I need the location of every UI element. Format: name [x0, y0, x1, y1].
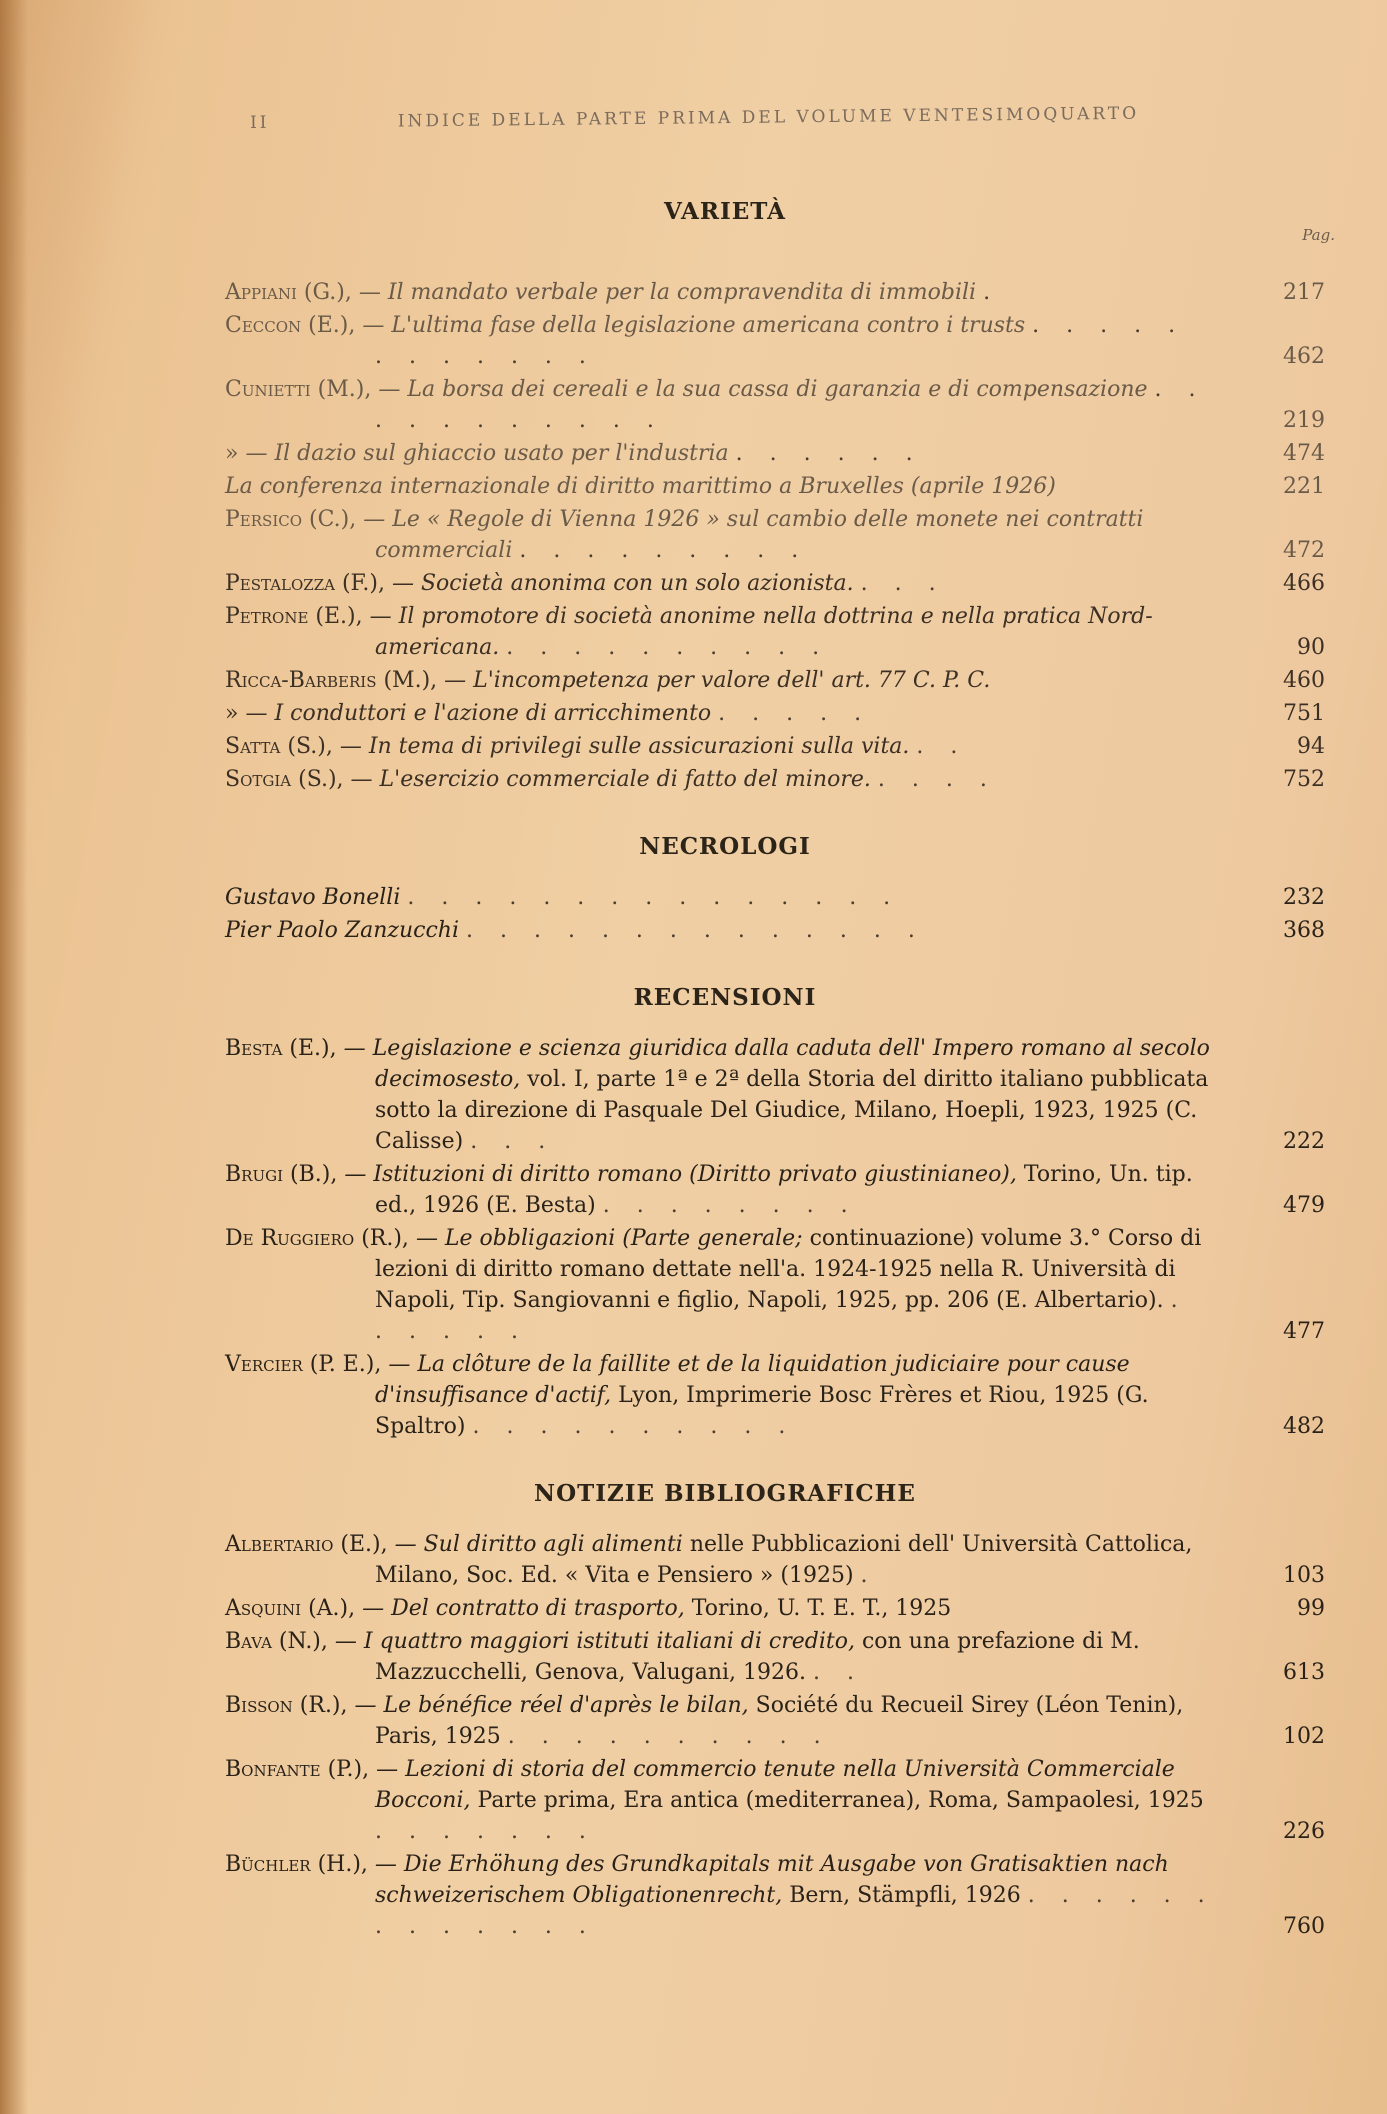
- entry-rest: con una prefazione di M. Mazzucchelli, Genova, Valugani, 1926.: [375, 1629, 1140, 1685]
- entry-title: — Società anonima con un solo azionista.: [391, 571, 854, 596]
- entry-dots: . . . . . .: [375, 1288, 1188, 1344]
- index-entry: [225, 601, 1325, 663]
- entry-title: La conferenza internazionale di diritto marittimo a Bruxelles (aprile 1926): [225, 474, 1056, 499]
- entry-title: — Le « Regole di Vienna 1926 » sul cambio delle monete nei contratti commerciali: [363, 507, 1144, 563]
- entry-title: — La clôture de la faillite et de la liquidation judiciaire pour cause d'insuffisance d'actif,: [375, 1352, 1130, 1408]
- entry-page: 219: [1283, 408, 1325, 433]
- entry-author: Pestalozza (F.),: [225, 571, 385, 596]
- entry-author: Bisson (R.),: [225, 1693, 348, 1718]
- index-entry: [225, 1754, 1325, 1847]
- entry-dots: . . .: [860, 571, 946, 596]
- entry-rest: Bern, Stämpfli, 1926: [789, 1883, 1021, 1908]
- entry-title: — I quattro maggiori istituti italiani di credito,: [334, 1629, 855, 1654]
- entry-dots: . . . . . . . . . .: [507, 1724, 831, 1749]
- entry-title: — Le obbligazioni (Parte generale;: [415, 1226, 803, 1251]
- entry-rest: vol. I, parte 1ª e 2ª della Storia del diritto italiano pubblicata sotto la direzione di Pasquale Del Giudice, Milano, Hoepli, 1923, 1925 (C. Calisse): [375, 1067, 1209, 1154]
- entry-author: Cunietti (M.),: [225, 377, 372, 402]
- section-title-recensioni: RECENSIONI: [633, 984, 817, 1011]
- index-entry: [225, 504, 1325, 566]
- entry-title: — Sul diritto agli alimenti: [394, 1532, 683, 1557]
- index-entry: [225, 1593, 1325, 1624]
- pag-column-label: Pag.: [1302, 226, 1335, 244]
- entry-author: Ceccon (E.),: [225, 313, 356, 338]
- section-varieta: [225, 277, 1335, 795]
- entry-page: 479: [1283, 1193, 1325, 1218]
- entry-dots: . .: [813, 1660, 865, 1685]
- running-header: [250, 103, 1210, 133]
- entry-page: 472: [1283, 538, 1325, 563]
- entry-rest: Société du Recueil Sirey (Léon Tenin), Paris, 1925: [375, 1693, 1184, 1749]
- entry-page: 613: [1283, 1660, 1325, 1685]
- entry-title: — In tema di privilegi sulle assicurazioni sulla vita.: [339, 734, 910, 759]
- entry-dots: . . . . . . . .: [602, 1193, 858, 1218]
- entry-rest: Parte prima, Era antica (mediterranea), Roma, Sampaolesi, 1925: [477, 1788, 1204, 1813]
- entry-dots: . . . . . . . . . . . . . .: [466, 918, 925, 943]
- entry-page: 102: [1283, 1724, 1325, 1749]
- entry-page: 217: [1283, 280, 1325, 305]
- entry-rest: continuazione) volume 3.° Corso di lezioni di diritto romano dettate nell'a. 1924-1925 nella R. Università di Napoli, Tip. Sangiovanni e figlio, Napoli, 1925, pp. 206 (E. Albertario).: [375, 1226, 1202, 1313]
- entry-dots: . . . . . . . . . .: [506, 635, 830, 660]
- entry-page: 232: [1283, 885, 1325, 910]
- page-edge-shadow: [0, 0, 28, 2114]
- entry-author: Sotgia (S.),: [225, 767, 344, 792]
- entry-dots: . . . . . . . . . . . . .: [375, 1883, 1215, 1939]
- index-entry: [225, 882, 1325, 913]
- entry-author: Satta (S.),: [225, 734, 333, 759]
- entry-dots: . .: [916, 734, 968, 759]
- entry-author: Asquini (A.),: [225, 1596, 356, 1621]
- entry-page: 222: [1283, 1129, 1325, 1154]
- section-necrologi: [225, 882, 1335, 946]
- entry-dots: .: [983, 280, 1001, 305]
- entry-page: 221: [1283, 474, 1325, 499]
- entry-title: — Il mandato verbale per la compravendita di immobili: [358, 280, 977, 305]
- entry-author: Vercier (P. E.),: [225, 1352, 382, 1377]
- index-entry: [225, 568, 1325, 599]
- entry-title: — Il dazio sul ghiaccio usato per l'industria: [245, 441, 729, 466]
- index-entry: [225, 310, 1325, 372]
- entry-dots: . . . . . . . . . . . .: [375, 313, 1186, 369]
- index-entry: [225, 374, 1325, 436]
- entry-dots: .: [860, 1563, 878, 1588]
- entry-author: Petrone (E.),: [225, 604, 363, 629]
- entry-title: — Istituzioni di diritto romano (Diritto privato giustinianeo),: [344, 1162, 1017, 1187]
- entry-author: »: [225, 701, 239, 726]
- index-entry: [225, 665, 1325, 696]
- entry-title: — Die Erhöhung des Grundkapitals mit Ausgabe von Gratisaktien nach schweizerischem Obligationenrecht,: [374, 1852, 1169, 1908]
- section-notizie-bibliografiche: [225, 1529, 1335, 1942]
- entry-page: 466: [1283, 571, 1325, 596]
- index-entry: [225, 1690, 1325, 1752]
- entry-page: 99: [1297, 1596, 1325, 1621]
- index-entry: [225, 1159, 1325, 1221]
- entry-author: »: [225, 441, 239, 466]
- index-entry: [225, 1223, 1325, 1347]
- entry-dots: . . . . . . . . . . . . . . .: [407, 885, 901, 910]
- entry-title: — Del contratto di trasporto,: [362, 1596, 685, 1621]
- entry-page: 760: [1283, 1914, 1325, 1939]
- entry-rest: nelle Pubblicazioni dell' Università Cattolica, Milano, Soc. Ed. « Vita e Pensiero » (1925): [375, 1532, 1193, 1588]
- header-title: INDICE DELLA PARTE PRIMA DEL VOLUME VENTESIMOQUARTO: [397, 103, 1140, 132]
- index-entry: [225, 438, 1325, 469]
- index-entry: [225, 915, 1325, 946]
- index-entry: [225, 1033, 1325, 1157]
- entry-dots: . . . .: [877, 767, 997, 792]
- index-entry: [225, 277, 1325, 308]
- header-page-number: II: [249, 112, 270, 134]
- entry-title: — L'esercizio commerciale di fatto del minore.: [350, 767, 871, 792]
- entry-dots: . . . . . . . . . .: [472, 1414, 796, 1439]
- entry-page: 474: [1283, 441, 1325, 466]
- entry-dots: . . . . .: [718, 701, 872, 726]
- entry-author: Besta (E.),: [225, 1036, 337, 1061]
- index-entry: [225, 1849, 1325, 1942]
- index-entry: [225, 764, 1325, 795]
- entry-page: 94: [1297, 734, 1325, 759]
- entry-dots: . . . . . . . . . . .: [375, 377, 1206, 433]
- entry-title: — Le bénéfice réel d'après le bilan,: [354, 1693, 749, 1718]
- entry-author: Bonfante (P.),: [225, 1757, 370, 1782]
- entry-title: — Legislazione e scienza giuridica dalla caduta dell' Impero romano al secolo decimosesto,: [343, 1036, 1210, 1092]
- entry-author: Appiani (G.),: [225, 280, 352, 305]
- entry-page: 751: [1283, 701, 1325, 726]
- entry-page: 752: [1283, 767, 1325, 792]
- entry-title: — I conduttori e l'azione di arricchimento: [245, 701, 712, 726]
- entry-dots: . . . . . .: [735, 441, 923, 466]
- entry-title: — Lezioni di storia del commercio tenute nella Università Commerciale Bocconi,: [375, 1757, 1175, 1813]
- entry-page: 477: [1283, 1319, 1325, 1344]
- entry-title: Pier Paolo Zanzucchi: [225, 918, 459, 943]
- entry-page: 368: [1283, 918, 1325, 943]
- entry-author: Albertario (E.),: [225, 1532, 388, 1557]
- entry-page: 90: [1297, 635, 1325, 660]
- index-column: [225, 180, 1335, 1944]
- entry-author: Brugi (B.),: [225, 1162, 338, 1187]
- entry-author: Persico (C.),: [225, 507, 357, 532]
- index-entry: [225, 1349, 1325, 1442]
- index-entry: [225, 1529, 1325, 1591]
- entry-title: — L'incompetenza per valore dell' art. 77 C. P. C.: [444, 668, 991, 693]
- entry-title: — La borsa dei cereali e la sua cassa di garanzia e di compensazione: [378, 377, 1148, 402]
- entry-page: 103: [1283, 1563, 1325, 1588]
- entry-page: 462: [1283, 344, 1325, 369]
- entry-title: — Il promotore di società anonime nella dottrina e nella pratica Nord-americana.: [369, 604, 1153, 660]
- entry-rest: Torino, U. T. E. T., 1925: [691, 1596, 952, 1621]
- entry-author: Büchler (H.),: [225, 1852, 368, 1877]
- section-title-notizie: NOTIZIE BIBLIOGRAFICHE: [534, 1480, 916, 1507]
- entry-author: Ricca-Barberis (M.),: [225, 668, 438, 693]
- index-entry: [225, 698, 1325, 729]
- entry-dots: . . . . . . .: [375, 1819, 596, 1844]
- entry-author: De Ruggiero (R.),: [225, 1226, 409, 1251]
- section-recensioni: [225, 1033, 1335, 1442]
- index-entry: [225, 471, 1325, 502]
- entry-page: 460: [1283, 668, 1325, 693]
- index-entry: [225, 731, 1325, 762]
- entry-page: 482: [1283, 1414, 1325, 1439]
- index-entry: [225, 1626, 1325, 1688]
- entry-title: Gustavo Bonelli: [225, 885, 401, 910]
- entry-title: — L'ultima fase della legislazione americana contro i trusts: [362, 313, 1026, 338]
- entry-dots: . . .: [470, 1129, 556, 1154]
- entry-page: 226: [1283, 1819, 1325, 1844]
- entry-rest: Lyon, Imprimerie Bosc Frères et Riou, 1925 (G. Spaltro): [375, 1383, 1149, 1439]
- entry-dots: . . . . . . . . .: [519, 538, 809, 563]
- entry-author: Bava (N.),: [225, 1629, 328, 1654]
- entry-rest: Torino, Un. tip. ed., 1926 (E. Besta): [375, 1162, 1193, 1218]
- section-title-varieta: VARIETÀ: [663, 198, 786, 225]
- section-title-necrologi: NECROLOGI: [639, 833, 811, 860]
